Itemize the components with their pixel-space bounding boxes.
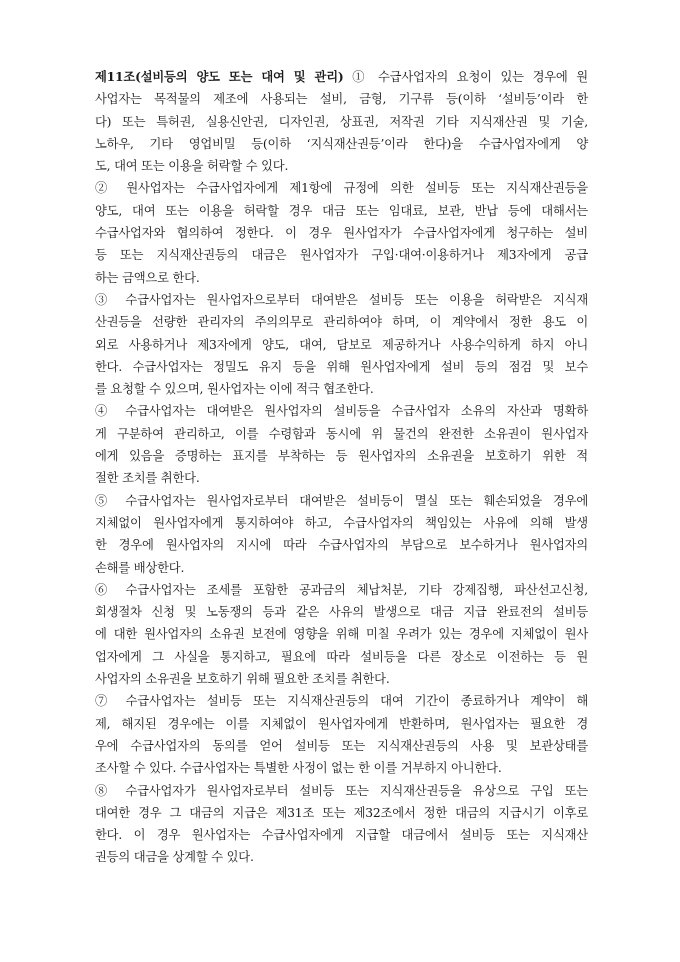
paragraph-8-line-1: ⑧ 수급사업자가 원사업자로부터 설비등 또는 지식재산권등을 유상으로 구입 또는 [95,783,588,798]
paragraph-3-line-3: 외로 사용하거나 제3자에게 양도, 대여, 담보로 제공하거나 사용수익하게 하지 아니 [95,337,588,352]
paragraph-5-line-2: 지체없이 원사업자에게 통지하여야 하고, 수급사업자의 책임있는 사유에 의해 발생 [95,515,588,530]
paragraph-3-line-4: 한다. 수급사업자는 정밀도 유지 등을 위해 원사업자에게 설비 등의 점검 및 보수 [95,359,588,374]
paragraph-5-line-1: ⑤ 수급사업자는 원사업자로부터 대여받은 설비등이 멸실 또는 훼손되었을 경우에 [95,493,588,508]
paragraph-1-line-2: 사업자는 목적물의 제조에 사용되는 설비, 금형, 기구류 등(이하 ‘설비등’이라 한 [95,92,588,107]
paragraph-1-text-1: ① 수급사업자의 요청이 있는 경우에 원 [352,70,588,84]
paragraph-2-line-4: 등 또는 지식재산권등의 대금은 원사업자가 구입·대여·이용하거나 제3자에게 공급 [95,248,588,263]
paragraph-2-line-5: 하는 금액으로 한다. [95,270,200,285]
paragraph-6-line-2: 회생절차 신청 및 노동쟁의 등과 같은 사유의 발생으로 대금 지급 완료전의 설비등 [95,605,588,620]
paragraph-8-line-2: 대여한 경우 그 대금의 지급은 제31조 또는 제32조에서 정한 대금의 지급시기 이후로 [95,805,588,820]
paragraph-8-line-4: 권등의 대금을 상계할 수 있다. [95,850,254,865]
document-page [95,66,588,869]
paragraph-6-line-3: 에 대한 원사업자의 소유권 보전에 영향을 위해 미칠 우려가 있는 경우에 지체없이 원사 [95,627,588,642]
article-title: 제11조(설비등의 양도 또는 대여 및 관리) [95,69,344,84]
paragraph-4-line-3: 에게 있음을 증명하는 표지를 부착하는 등 원사업자의 소유권을 보호하기 위한 적 [95,449,588,464]
paragraph-6-line-1: ⑥ 수급사업자는 조세를 포함한 공과금의 체납처분, 기타 강제집행, 파산선고신청, [95,582,588,597]
paragraph-6-line-4: 업자에게 그 사실을 통지하고, 필요에 따라 설비등을 다른 장소로 이전하는 등 원 [95,649,588,664]
paragraph-7-line-3: 우에 수급사업자의 동의를 얻어 설비등 또는 지식재산권등의 사용 및 보관상태를 [95,738,588,753]
paragraph-2-line-1: ② 원사업자는 수급사업자에게 제1항에 규정에 의한 설비등 또는 지식재산권등을 [95,181,588,196]
paragraph-4-line-4: 절한 조치를 취한다. [95,471,200,486]
paragraph-2-line-3: 수급사업자와 협의하여 정한다. 이 경우 원사업자가 수급사업자에게 청구하는 설비 [95,226,588,241]
paragraph-3-line-5: 를 요청할 수 있으며, 원사업자는 이에 적극 협조한다. [95,382,374,397]
paragraph-5-line-4: 손해를 배상한다. [95,560,185,575]
paragraph-1-line-3: 다) 또는 특허권, 실용신안권, 디자인권, 상표권, 저작권 기타 지식재산권 및 기술, [95,114,588,129]
paragraph-2-line-2: 양도, 대여 또는 이용을 허락할 경우 대금 또는 임대료, 보관, 반납 등에 대해서는 [95,203,588,218]
paragraph-3-line-1: ③ 수급사업자는 원사업자으로부터 대여받은 설비등 또는 이용을 허락받은 지식재 [95,292,588,307]
paragraph-3-line-2: 산권등을 선량한 관리자의 주의의무로 관리하여야 하며, 이 계약에서 정한 용도 이 [95,315,588,330]
paragraph-1-line-5: 도, 대여 또는 이용을 허락할 수 있다. [95,159,289,174]
paragraph-4-line-1: ④ 수급사업자는 대여받은 원사업자의 설비등을 수급사업자 소유의 자산과 명확하 [95,404,588,419]
paragraph-4-line-2: 게 구분하여 관리하고, 이를 수령함과 동시에 위 물건의 완전한 소유권이 원사업자 [95,426,588,441]
paragraph-1-line-4: 노하우, 기타 영업비밀 등(이하 ‘지식재산권등’이라 한다)을 수급사업자에게 양 [95,136,588,151]
paragraph-8-line-3: 한다. 이 경우 원사업자는 수급사업자에게 지급할 대금에서 설비등 또는 지식재산 [95,828,588,843]
paragraph-7-line-2: 제, 해지된 경우에는 이를 지체없이 원사업자에게 반환하며, 원사업자는 필요한 경 [95,716,588,731]
paragraph-7-line-1: ⑦ 수급사업자는 설비등 또는 지식재산권등의 대여 기간이 종료하거나 계약이 해 [95,694,588,709]
paragraph-5-line-3: 한 경우에 원사업자의 지시에 따라 수급사업자의 부담으로 보수하거나 원사업자의 [95,538,588,553]
paragraph-7-line-4: 조사할 수 있다. 수급사업자는 특별한 사정이 없는 한 이를 거부하지 아니한다. [95,761,502,776]
paragraph-1-line-1 [95,66,588,88]
paragraph-6-line-5: 사업자의 소유권을 보호하기 위해 필요한 조치를 취한다. [95,672,390,687]
